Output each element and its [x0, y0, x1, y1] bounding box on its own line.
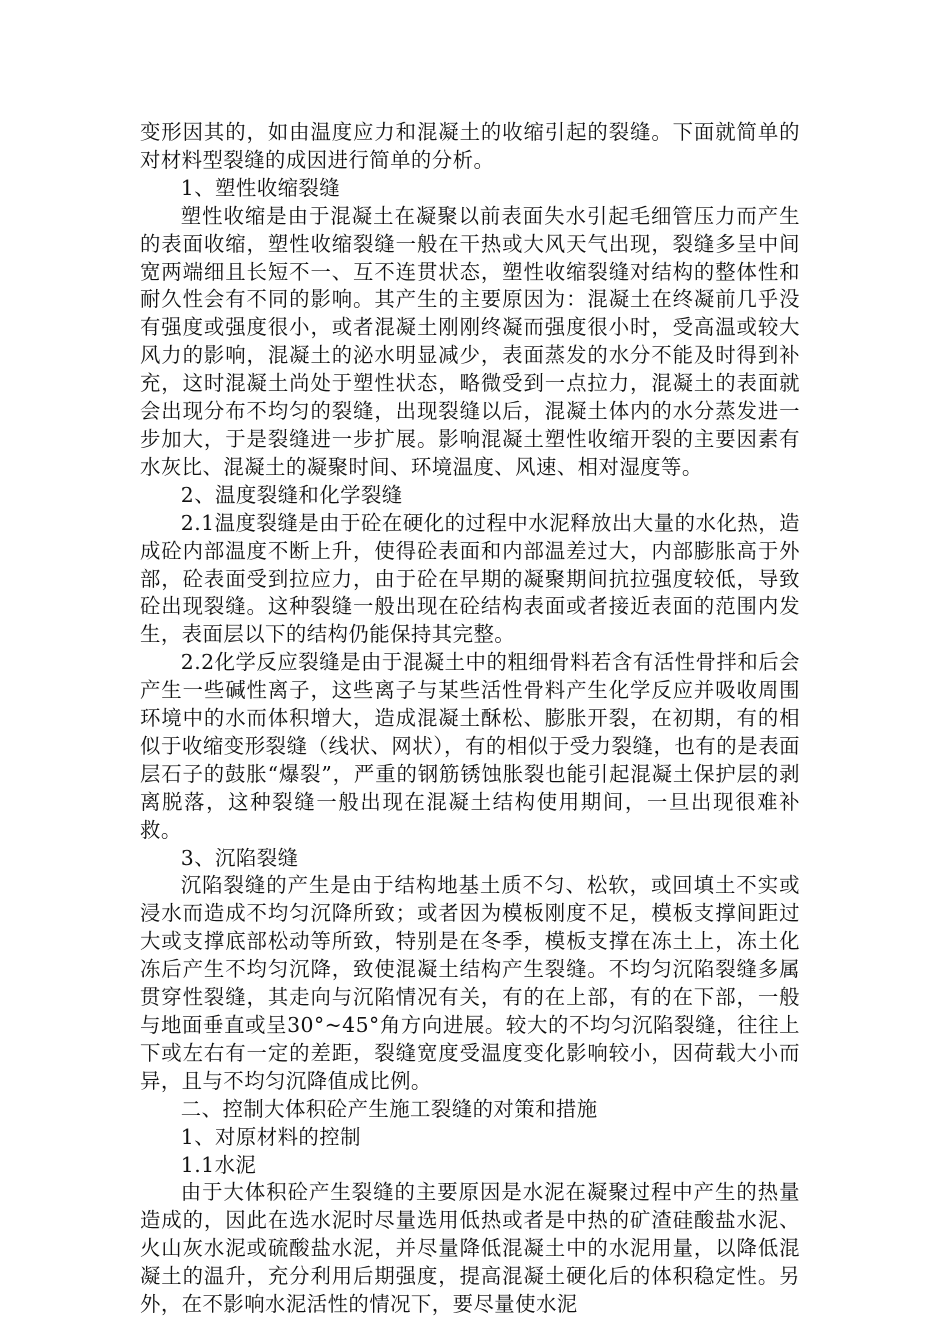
paragraph-intro: 变形因其的，如由温度应力和混凝土的收缩引起的裂缝。下面就简单的对材料型裂缝的成因进行简单的分析。: [140, 120, 800, 172]
heading-control-measures: 二、控制大体积砼产生施工裂缝的对策和措施: [180, 1096, 598, 1121]
paragraph-chemical-crack: 2.2化学反应裂缝是由于混凝土中的粗细骨料若含有活性骨拌和后会产生一些碱性离子，这些离子与某些活性骨料产生化学反应并吸收周围环境中的水而体积增大，造成混凝土酥松、膨胀开裂，在初期，有的相似于收缩变形裂缝（线状、网状），有的相似于受力裂缝，也有的是表面层石子的鼓胀“爆裂”，严重的钢筋锈蚀胀裂也能引起混凝土保护层的剥离脱落，这种裂缝一般出现在混凝土结构使用期间，一旦出现很难补救。: [140, 650, 800, 842]
heading-settlement: 3、沉陷裂缝: [180, 845, 299, 870]
paragraph-temperature-crack: 2.1温度裂缝是由于砼在硬化的过程中水泥释放出大量的水化热，造成砼内部温度不断上升，使得砼表面和内部温差过大，内部膨胀高于外部，砼表面受到拉应力，由于砼在早期的凝聚期间抗拉强度较低，导致砼出现裂缝。这种裂缝一般出现在砼结构表面或者接近表面的范围内发生，表面层以下的结构仍能保持其完整。: [140, 510, 800, 647]
paragraph-plastic-shrinkage: 塑性收缩是由于混凝土在凝聚以前表面失水引起毛细管压力而产生的表面收缩，塑性收缩裂缝一般在干热或大风天气出现，裂缝多呈中间宽两端细且长短不一、互不连贯状态，塑性收缩裂缝对结构的整体性和耐久性会有不同的影响。其产生的主要原因为：混凝土在终凝前几乎没有强度或强度很小，或者混凝土刚刚终凝而强度很小时，受高温或较大风力的影响，混凝土的泌水明显减少，表面蒸发的水分不能及时得到补充，这时混凝土尚处于塑性状态，略微受到一点拉力，混凝土的表面就会出现分布不均匀的裂缝，出现裂缝以后，混凝土体内的水分蒸发进一步加大，于是裂缝进一步扩展。影响混凝土塑性收缩开裂的主要因素有水灰比、混凝土的凝聚时间、环境温度、风速、相对湿度等。: [140, 203, 800, 479]
heading-raw-materials: 1、对原材料的控制: [180, 1124, 361, 1149]
paragraph-cement: 由于大体积砼产生裂缝的主要原因是水泥在凝聚过程中产生的热量造成的，因此在选水泥时尽量选用低热或者是中热的矿渣硅酸盐水泥、火山灰水泥或硫酸盐水泥，并尽量降低混凝土中的水泥用量，以降低混凝土的温升，充分利用后期强度，提高混凝土硬化后的体积稳定性。另外，在不影响水泥活性的情况下，要尽量使水泥: [140, 1180, 800, 1317]
paragraph-settlement: 沉陷裂缝的产生是由于结构地基土质不匀、松软，或回填土不实或浸水而造成不均匀沉降所致；或者因为模板刚度不足，模板支撑间距过大或支撑底部松动等所致，特别是在冬季，模板支撑在冻土上，冻土化冻后产生不均匀沉降，致使混凝土结构产生裂缝。不均匀沉陷裂缝多属贯穿性裂缝，其走向与沉陷情况有关，有的在上部，有的在下部，一般与地面垂直或呈30°~45°角方向进展。较大的不均匀沉陷裂缝，往往上下或左右有一定的差距，裂缝宽度受温度变化影响较小，因荷载大小而异，且与不均匀沉降值成比例。: [140, 873, 800, 1093]
heading-cement: 1.1水泥: [180, 1152, 257, 1177]
heading-plastic-shrinkage: 1、塑性收缩裂缝: [180, 175, 341, 200]
document-page: [140, 119, 800, 1319]
heading-temperature-chemical: 2、温度裂缝和化学裂缝: [180, 482, 403, 507]
